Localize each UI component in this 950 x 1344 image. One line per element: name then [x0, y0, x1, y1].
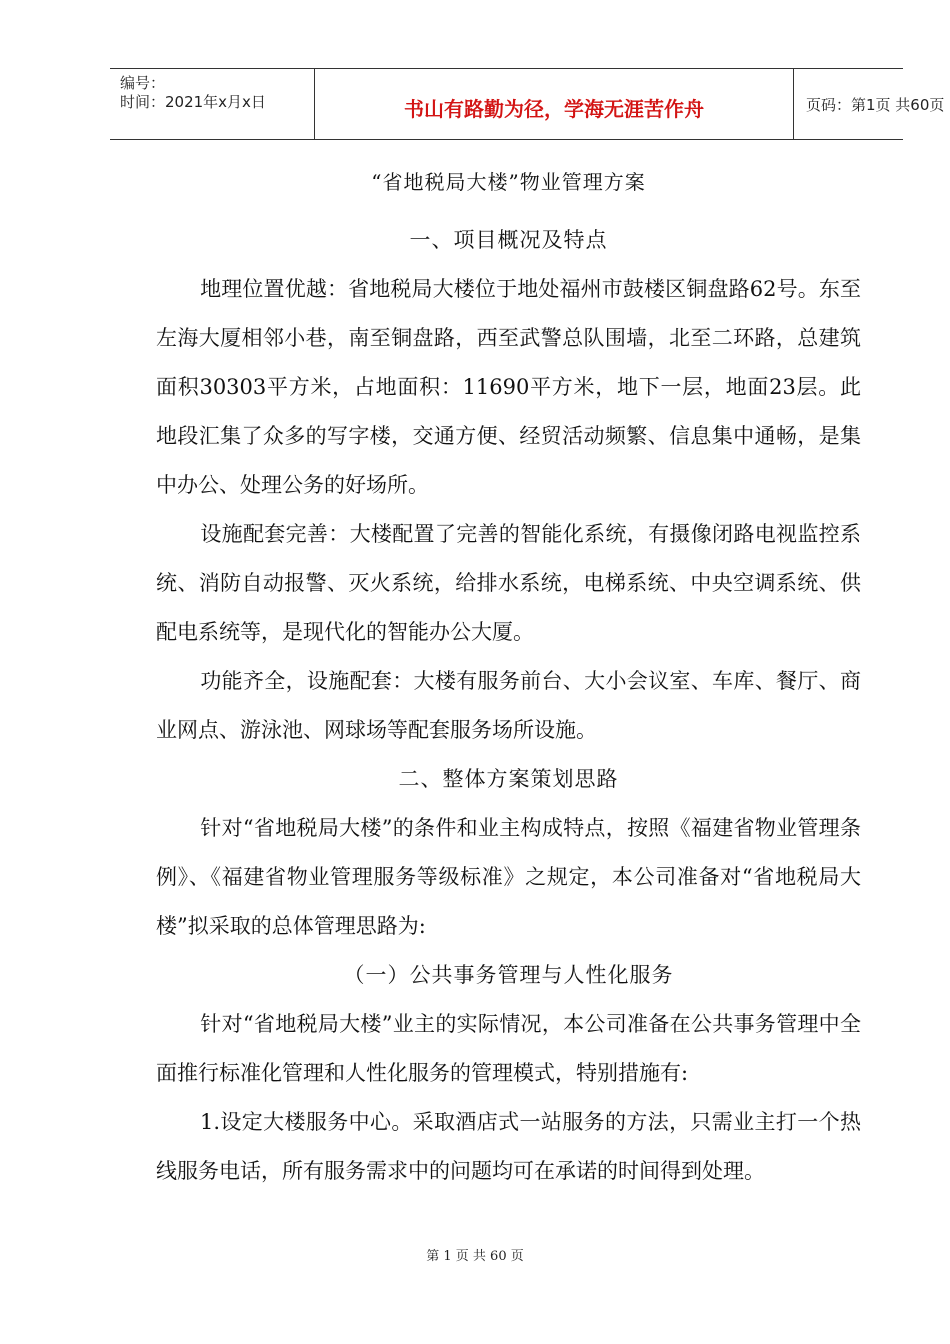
header-motto-cell: [314, 69, 794, 139]
document-number-label: 编号：: [120, 74, 166, 92]
document-time-label: 时间：2021年x月x日: [120, 93, 266, 111]
page-header: [110, 68, 945, 140]
header-meta: [110, 69, 314, 139]
paragraph-facilities: 设施配套完善：大楼配置了完善的智能化系统，有摄像闭路电视监控系统、消防自动报警、灭火系统，给排水系统，电梯系统、中央空调系统、供配电系统等，是现代化的智能办公大厦。: [156, 522, 861, 644]
paragraph-location: 地理位置优越：省地税局大楼位于地处福州市鼓楼区铜盘路62号。东至左海大厦相邻小巷，南至铜盘路，西至武警总队围墙，北至二环路，总建筑面积30303平方米，占地面积：11690平方米，地下一层，地面23层。此地段汇集了众多的写字楼，交通方便、经贸活动频繁、信息集中通畅，是集中办公、处理公务的好场所。: [156, 277, 861, 497]
header-page-info: 页码：第1页 共60页: [806, 96, 945, 114]
section-heading-2: 二、整体方案策划思路: [398, 767, 619, 791]
paragraph-service-center: 1.设定大楼服务中心。采取酒店式一站服务的方法，只需业主打一个热线服务电话，所有服务需求中的问题均可在承诺的时间得到处理。: [156, 1110, 861, 1183]
subsection-heading-1: （一）公共事务管理与人性化服务: [343, 963, 674, 987]
paragraph-public-affairs: 针对“省地税局大楼”业主的实际情况，本公司准备在公共事务管理中全面推行标准化管理和人性化服务的管理模式，特别措施有:: [156, 1012, 861, 1085]
document-title: “省地税局大楼”物业管理方案: [371, 170, 646, 194]
section-heading-1: 一、项目概况及特点: [409, 228, 608, 252]
paragraph-approach: 针对“省地税局大楼”的条件和业主构成特点，按照《福建省物业管理条例》、《福建省物业管理服务等级标准》之规定，本公司准备对“省地税局大楼”拟采取的总体管理思路为:: [156, 816, 861, 938]
header-page-cell: [794, 69, 945, 139]
paragraph-functions: 功能齐全，设施配套：大楼有服务前台、大小会议室、车库、餐厅、商业网点、游泳池、网球场等配套服务场所设施。: [156, 669, 861, 742]
document-body: [156, 168, 861, 1196]
page-footer: 第 1 页 共 60 页: [426, 1249, 524, 1264]
header-motto: 书山有路勤为径，学海无涯苦作舟: [404, 97, 704, 121]
